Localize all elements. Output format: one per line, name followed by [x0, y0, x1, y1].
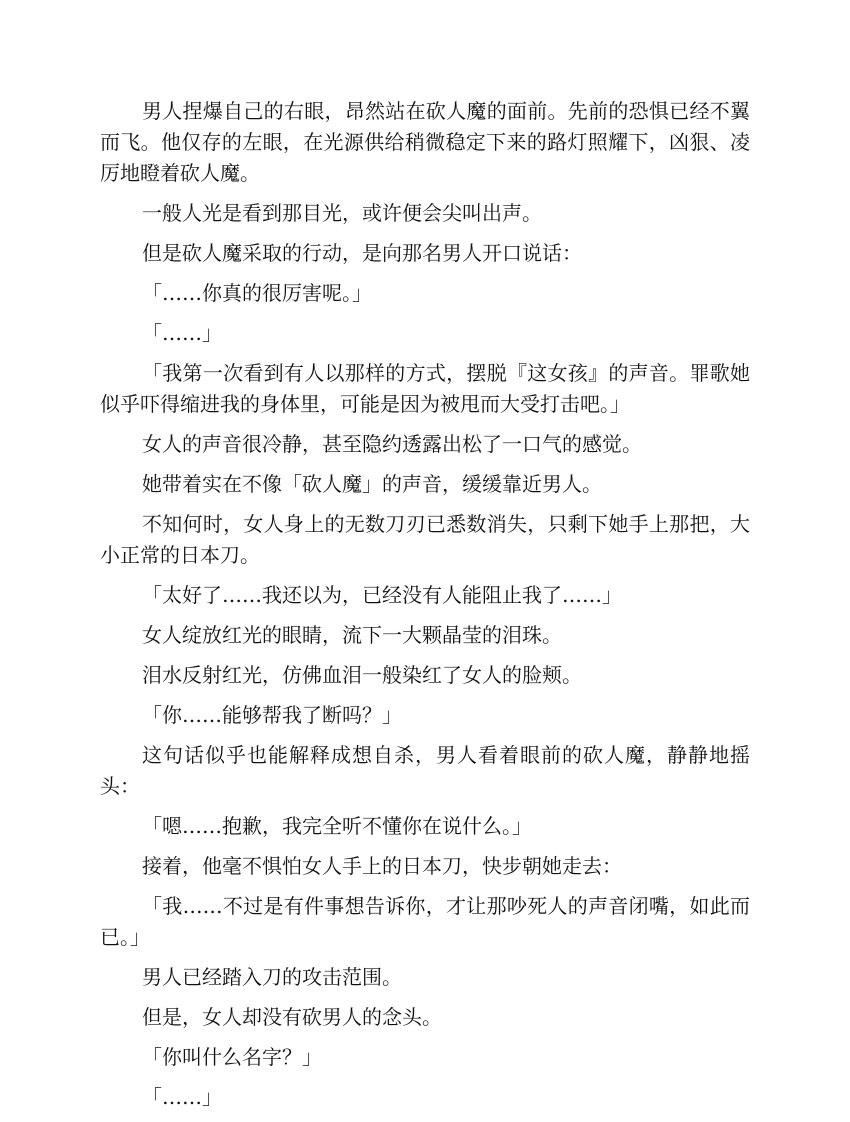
paragraph: 女人的声音很冷静，甚至隐约透露出松了一口气的感觉。 — [142, 432, 642, 456]
dialogue-line: 「你……能够帮我了断吗？」 — [142, 703, 402, 727]
dialogue-line: 「我……不过是有件事想告诉你，才让那吵死人的声音闭嘴，如此而已。」 — [100, 894, 750, 949]
paragraph: 女人绽放红光的眼睛，流下一大颗晶莹的泪珠。 — [142, 623, 562, 647]
paragraph: 但是砍人魔采取的行动，是向那名男人开口说话： — [142, 241, 582, 265]
document-page — [100, 96, 750, 1122]
paragraph: 一般人光是看到那目光，或许便会尖叫出声。 — [142, 201, 542, 225]
paragraph: 这句话似乎也能解释成想自杀，男人看着眼前的砍人魔，静静地摇头： — [100, 743, 750, 798]
paragraph: 接着，他毫不惧怕女人手上的日本刀，快步朝她走去： — [142, 854, 622, 878]
dialogue-line: 「……你真的很厉害呢。」 — [142, 281, 372, 305]
dialogue-line: 「太好了……我还以为，已经没有人能阻止我了……」 — [142, 583, 622, 607]
paragraph: 但是，女人却没有砍男人的念头。 — [142, 1005, 442, 1029]
paragraph: 泪水反射红光，仿佛血泪一般染红了女人的脸颊。 — [142, 663, 582, 687]
paragraph: 男人捏爆自己的右眼，昂然站在砍人魔的面前。先前的恐惧已经不翼而飞。他仅存的左眼，在光源供给稍微稳定下来的路灯照耀下，凶狠、凌厉地瞪着砍人魔。 — [100, 99, 750, 185]
dialogue-line: 「……」 — [142, 321, 222, 345]
dialogue-line: 「你叫什么名字？」 — [142, 1045, 322, 1069]
paragraph: 她带着实在不像「砍人魔」的声音，缓缓靠近男人。 — [142, 472, 602, 496]
dialogue-line: 「我第一次看到有人以那样的方式，摆脱『这女孩』的声音。罪歌她似乎吓得缩进我的身体里，可能是因为被甩而大受打击吧。」 — [100, 361, 750, 416]
paragraph: 男人已经踏入刀的攻击范围。 — [142, 965, 402, 989]
paragraph: 不知何时，女人身上的无数刀刃已悉数消失，只剩下她手上那把，大小正常的日本刀。 — [100, 512, 750, 567]
dialogue-line: 「……」 — [142, 1085, 222, 1109]
dialogue-line: 「嗯……抱歉，我完全听不懂你在说什么。」 — [142, 814, 532, 838]
